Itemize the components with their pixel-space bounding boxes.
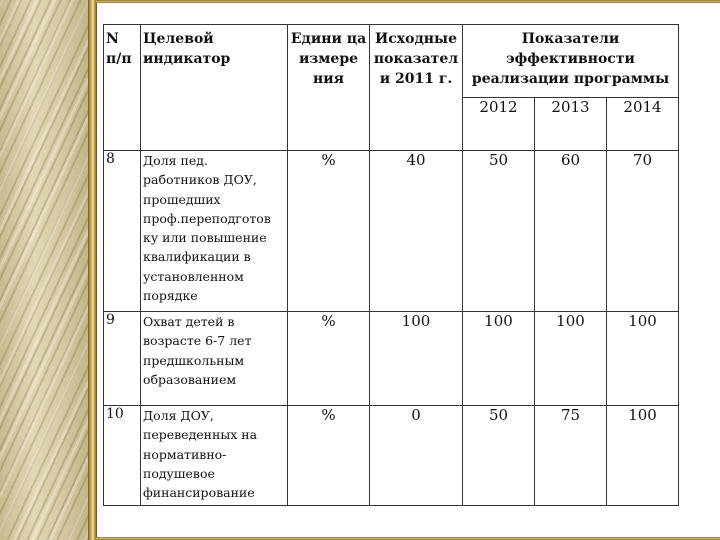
row-indicator: Доля пед. работников ДОУ, прошедших проф.переподготов ку или повышение квалификации в установленном порядке (141, 151, 288, 312)
row-value-2012: 100 (463, 312, 535, 406)
header-year-2014: 2014 (607, 98, 679, 151)
row-baseline: 100 (370, 312, 463, 406)
table-row (104, 151, 679, 312)
row-indicator: Доля ДОУ, переведенных на нормативно-подушевое финансирование (141, 406, 288, 506)
table-row (104, 312, 679, 406)
row-indicator: Охват детей в возрасте 6-7 лет предшкольным образованием (141, 312, 288, 406)
header-targets-title: Показатели эффективности реализации программы (463, 25, 679, 98)
decorative-gold-bar (88, 0, 97, 540)
header-year-2013: 2013 (535, 98, 607, 151)
row-value-2013: 75 (535, 406, 607, 506)
row-unit: % (288, 312, 370, 406)
header-row (104, 25, 679, 98)
decorative-stripe-panel (0, 0, 96, 540)
header-year-2012: 2012 (463, 98, 535, 151)
row-unit: % (288, 406, 370, 506)
row-value-2014: 100 (607, 406, 679, 506)
indicators-table (103, 24, 679, 506)
row-number: 8 (104, 151, 141, 312)
row-value-2014: 100 (607, 312, 679, 406)
row-number: 10 (104, 406, 141, 506)
header-baseline: Исходные показател и 2011 г. (370, 25, 463, 151)
row-value-2013: 100 (535, 312, 607, 406)
row-value-2013: 60 (535, 151, 607, 312)
row-value-2014: 70 (607, 151, 679, 312)
table-row (104, 406, 679, 506)
header-indicator: Целевой индикатор (141, 25, 288, 151)
row-baseline: 40 (370, 151, 463, 312)
row-value-2012: 50 (463, 151, 535, 312)
row-baseline: 0 (370, 406, 463, 506)
row-number: 9 (104, 312, 141, 406)
header-number: N п/п (104, 25, 141, 151)
header-unit: Едини ца измере ния (288, 25, 370, 151)
decorative-top-border (96, 0, 720, 3)
row-unit: % (288, 151, 370, 312)
row-value-2012: 50 (463, 406, 535, 506)
